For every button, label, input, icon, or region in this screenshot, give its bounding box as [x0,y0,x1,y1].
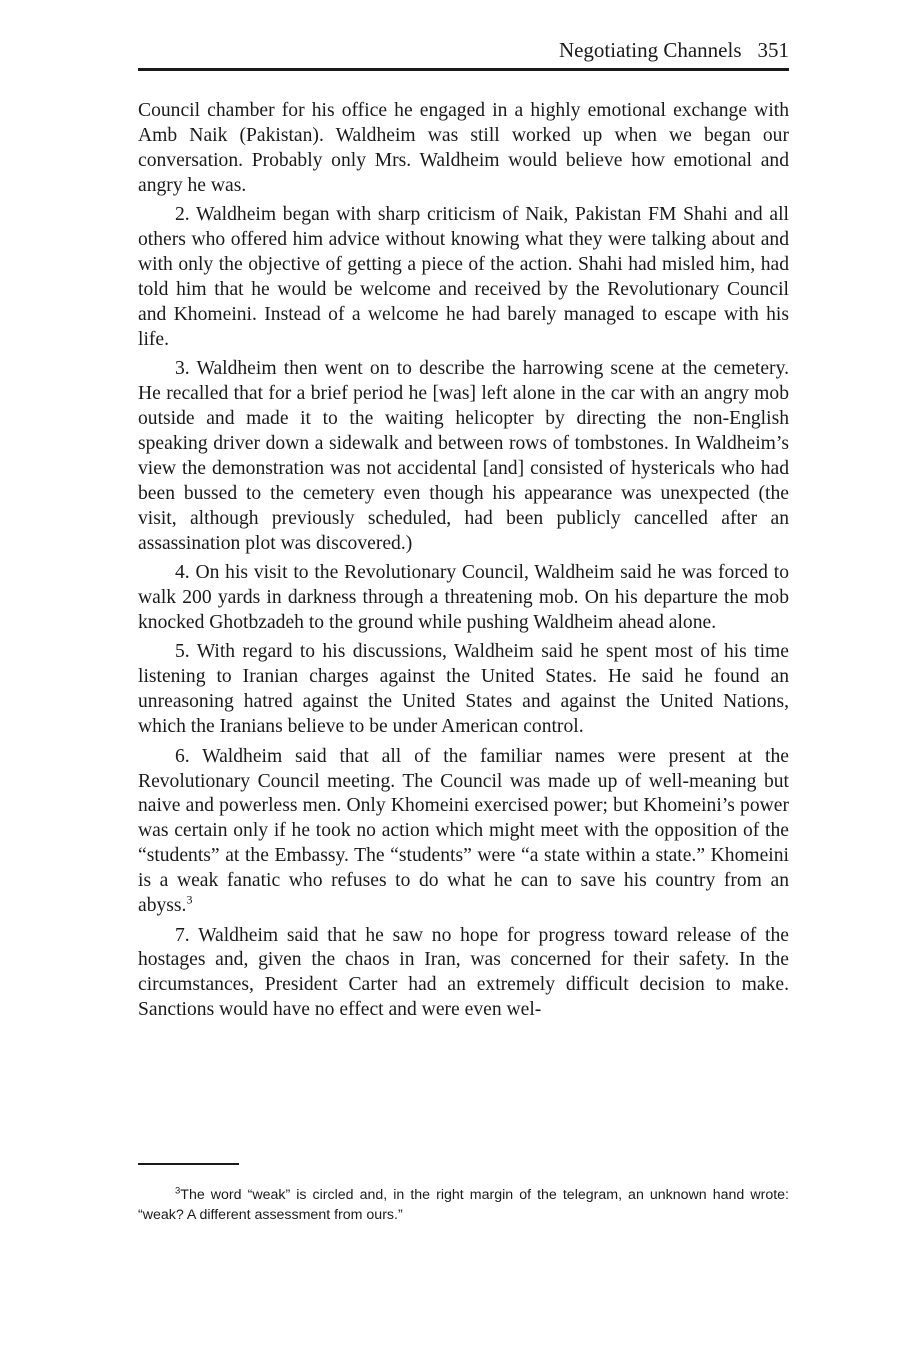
paragraph-continued: Council chamber for his office he engaged in a highly emotional exchange with Amb Naik (Pakistan). Waldheim was still worked up when we began our conversation. Probably only Mrs. Waldheim would believe how emotional and angry he was. [138,100,789,196]
paragraph-6 [138,745,789,919]
chapter-title: Negotiating Channels [558,38,742,62]
body-text [138,99,789,1028]
paragraph-2: 2. Waldheim began with sharp criticism of Naik, Pakistan FM Shahi and all others who offered him advice without knowing what they were talking about and with only the objective of getting a piece of the action. Shahi had misled him, had told him that he would be welcome and received by the Revolutionary Council and Khomeini. Instead of a welcome he had barely managed to escape with his life. [138,204,789,350]
footnote-reference: 3 [186,892,193,907]
paragraph-7: 7. Waldheim said that he saw no hope for progress toward release of the hostages and, given the chaos in Iran, was concerned for their safety. In the circumstances, President Carter had an extremely difficult decision to make. Sanctions would have no effect and were even wel- [138,924,789,1021]
paragraph-6-text: 6. Waldheim said that all of the familiar names were present at the Revolutionary Council meeting. The Council was made up of well-meaning but naive and powerless men. Only Khomeini exercised power; but Khomeini’s power was certain only if he took no action which might meet with the opposition of the “students” at the Embassy. The “students” were “a state within a state.” Khomeini is a weak fanatic who refuses to do what he can to save his country from an abyss. [138,745,789,917]
footnote-rule [138,1163,239,1165]
header-rule [138,68,789,71]
footnote-number: 3 [175,1185,181,1197]
footnote [138,1185,789,1225]
paragraph-5: 5. With regard to his discussions, Waldheim said he spent most of his time listening to Iranian charges against the United States. He said he found an unreasoning hatred against the United States and against the United Nations, which the Iranians believe to be under American control. [138,641,789,738]
paragraph-4: 4. On his visit to the Revolutionary Council, Waldheim said he was forced to walk 200 yards in darkness through a threatening mob. On his departure the mob knocked Ghotbzadeh to the ground while pushing Waldheim ahead alone. [138,562,789,633]
paragraph-3: 3. Waldheim then went on to describe the harrowing scene at the cemetery. He recalled that for a brief period he [was] left alone in the car with an angry mob outside and made it to the waiting helicopter by directing the non-English speaking driver down a sidewalk and between rows of tombstones. In Waldheim’s view the demonstration was not accidental [and] consisted of hystericals who had been bussed to the cemetery even though his appearance was unexpected (the visit, although previously scheduled, had been publicly cancelled after an assassination plot was discovered.) [138,358,789,554]
running-head [138,36,789,64]
footnote-text: The word “weak” is circled and, in the right margin of the telegram, an unknown hand wrote: “weak? A different assessment from ours.” [138,1187,789,1223]
page-number: 351 [757,38,789,62]
